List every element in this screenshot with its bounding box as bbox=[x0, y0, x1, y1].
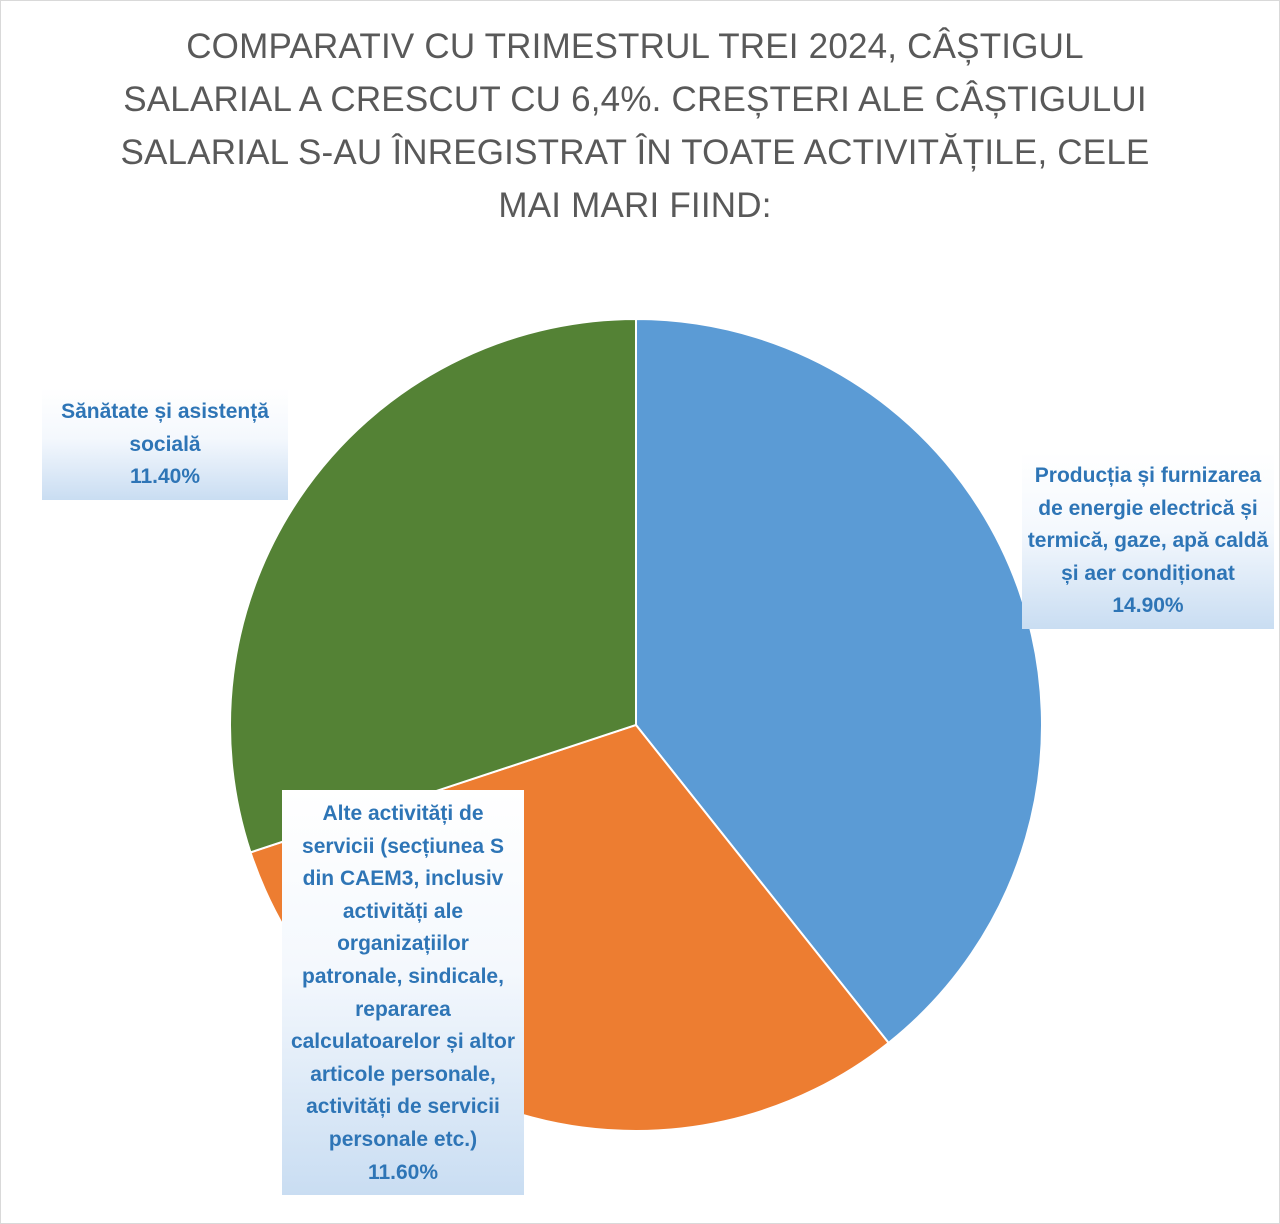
data-label-energy-value: 14.90% bbox=[1112, 594, 1184, 618]
data-label-energy-name: Producția și furnizarea de energie electrică și termică, gaze, apă caldă și aer condiționat bbox=[1027, 464, 1269, 585]
data-label-health-name: Sănătate și asistență socială bbox=[61, 400, 269, 456]
data-label-other-services-value: 11.60% bbox=[367, 1160, 439, 1184]
data-label-other-services bbox=[282, 790, 524, 1195]
data-label-health bbox=[42, 388, 288, 500]
chart-title: COMPARATIV CU TRIMESTRUL TREI 2024, CÂȘTIGUL SALARIAL A CRESCUT CU 6,4%. CREȘTERI ALE CÂȘTIGULUI SALARIAL S-AU ÎNREGISTRAT ÎN TOATE ACTIVITĂȚILE, CELE MAI MARI FIIND: bbox=[120, 27, 1150, 225]
data-label-other-services-name: Alte activități de servicii (secțiunea S din CAEM3, inclusiv activități ale organizațiilor patronale, sindicale, repararea calculatoarelor și altor articole personale, activități de servicii personale etc.) bbox=[290, 802, 516, 1151]
data-label-health-value: 11.40% bbox=[129, 465, 201, 489]
data-label-energy bbox=[1022, 452, 1274, 629]
